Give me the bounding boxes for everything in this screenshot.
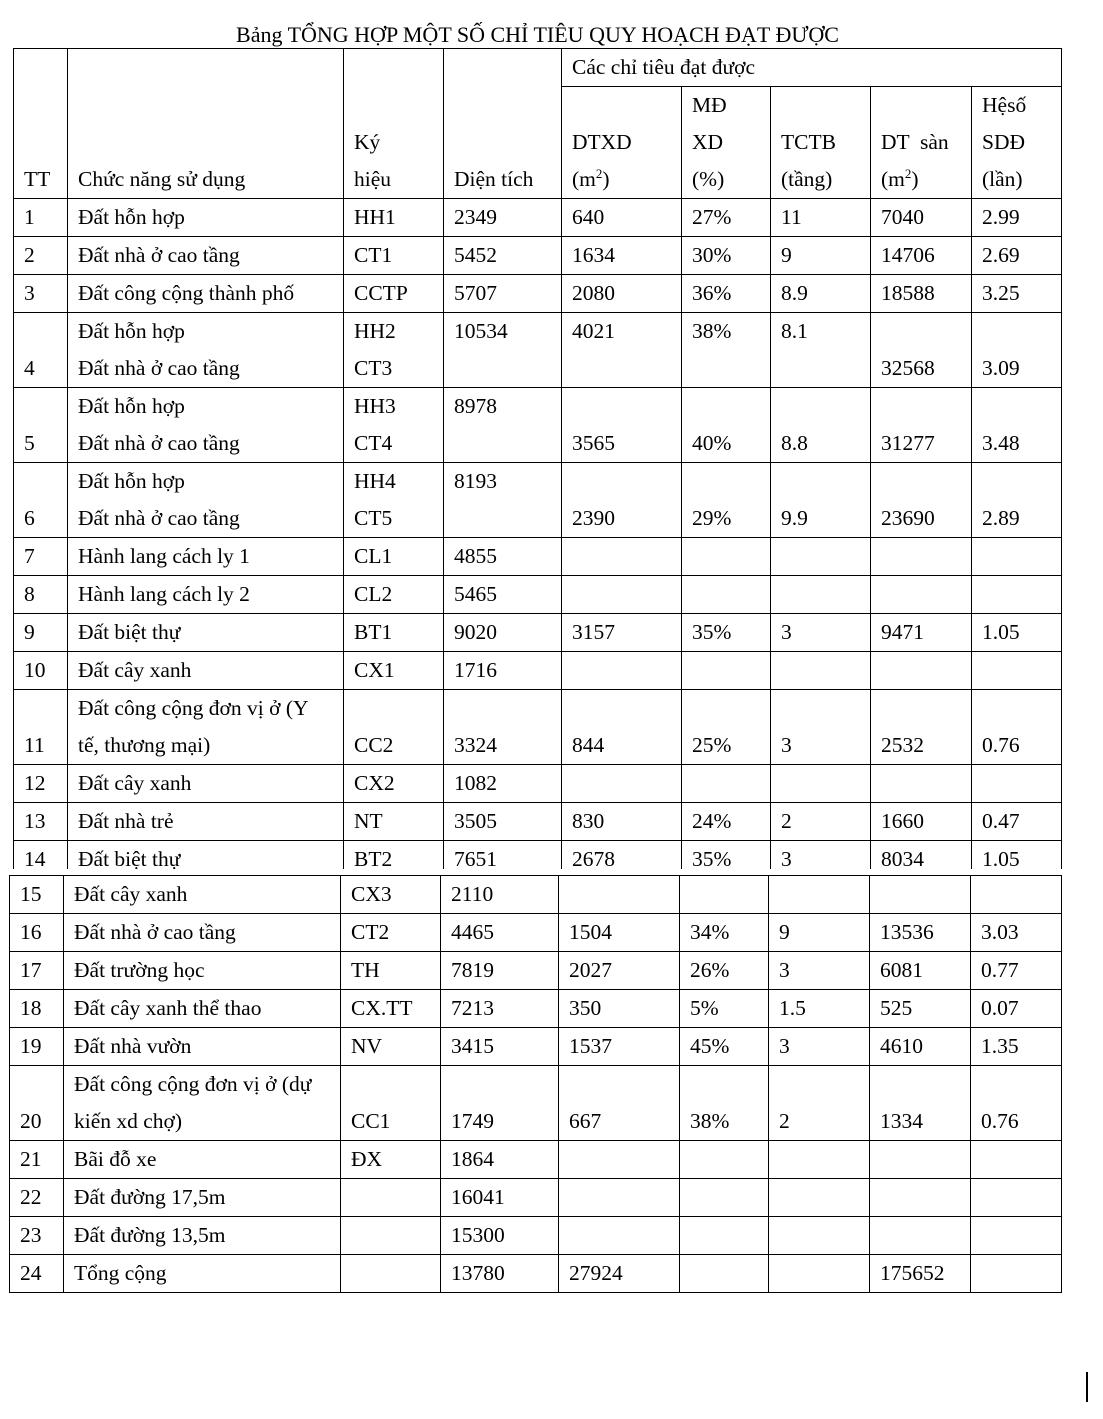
cell-dtxd: 844	[562, 690, 682, 765]
planning-indicators-table-lower	[9, 875, 1062, 1293]
table-row	[14, 803, 1062, 841]
cell-heso: 1.05	[972, 841, 1062, 870]
cell-md: 27%	[682, 199, 771, 237]
cell-tt: 15	[10, 876, 64, 914]
cell-md: 38%	[682, 313, 771, 388]
cell-tctb: 3	[771, 841, 871, 870]
cell-heso: 0.76	[971, 1066, 1062, 1141]
cell-heso: 2.69	[972, 237, 1062, 275]
table-row	[10, 1028, 1062, 1066]
cell-md: 35%	[682, 841, 771, 870]
cell-empty	[769, 876, 870, 914]
cell-area: 2110	[441, 876, 559, 914]
cell-dtsan: 175652	[870, 1255, 971, 1293]
cell-area: 1716	[444, 652, 562, 690]
cell-name: Đất cây xanh	[68, 765, 344, 803]
cell-empty	[771, 576, 871, 614]
cell-empty	[769, 1255, 870, 1293]
table-row	[10, 876, 1062, 914]
cell-code: BT2	[344, 841, 444, 870]
cell-code: HH3 CT4	[344, 388, 444, 463]
cell-code: CCTP	[344, 275, 444, 313]
cell-md: 45%	[680, 1028, 769, 1066]
header-md-line2: XD	[692, 130, 724, 154]
cell-tt: 21	[10, 1141, 64, 1179]
cell-dtsan: 525	[870, 990, 971, 1028]
cell-empty	[871, 576, 972, 614]
cell-code: CX2	[344, 765, 444, 803]
cell-area: 1749	[441, 1066, 559, 1141]
table-row	[10, 990, 1062, 1028]
cell-heso: 2.89	[972, 463, 1062, 538]
cell-empty	[341, 1179, 441, 1217]
cell-empty	[680, 1255, 769, 1293]
cell-name: Đất cây xanh	[68, 652, 344, 690]
cell-tt: 5	[14, 388, 68, 463]
cell-heso: 2.99	[972, 199, 1062, 237]
cell-name: Hành lang cách ly 1	[68, 538, 344, 576]
cell-md: 25%	[682, 690, 771, 765]
cell-heso: 0.77	[971, 952, 1062, 990]
cell-tt: 9	[14, 614, 68, 652]
header-tt: TT	[14, 49, 68, 199]
table-row	[14, 275, 1062, 313]
cell-code: BT1	[344, 614, 444, 652]
cell-empty	[682, 538, 771, 576]
cell-md: 26%	[680, 952, 769, 990]
header-chuc-nang: Chức năng sử dụng	[68, 49, 344, 199]
cell-name: Đất đường 17,5m	[64, 1179, 341, 1217]
cell-md: 36%	[682, 275, 771, 313]
table-row	[10, 1179, 1062, 1217]
cell-name: Đất biệt thự	[68, 614, 344, 652]
cell-area: 15300	[441, 1217, 559, 1255]
header-ky-hieu	[344, 49, 444, 199]
cell-heso: 3.09	[972, 313, 1062, 388]
cell-md: 35%	[682, 614, 771, 652]
header-dtxd-label: DTXD	[572, 130, 632, 154]
cell-area: 5465	[444, 576, 562, 614]
cell-empty	[971, 1255, 1062, 1293]
cell-empty	[341, 1255, 441, 1293]
cell-tt: 8	[14, 576, 68, 614]
cell-heso: 1.35	[971, 1028, 1062, 1066]
cell-area: 3415	[441, 1028, 559, 1066]
header-he-so	[972, 87, 1062, 199]
cell-name: Đất nhà vườn	[64, 1028, 341, 1066]
table-row	[14, 690, 1062, 765]
cell-tt: 7	[14, 538, 68, 576]
cell-tt: 10	[14, 652, 68, 690]
cell-dtsan: 32568	[871, 313, 972, 388]
cell-tt: 14	[14, 841, 68, 870]
cell-empty	[971, 1179, 1062, 1217]
cell-code: ĐX	[341, 1141, 441, 1179]
cell-empty	[682, 576, 771, 614]
cell-tt: 3	[14, 275, 68, 313]
table-row	[10, 1217, 1062, 1255]
table-title: Bảng TỔNG HỢP MỘT SỐ CHỈ TIÊU QUY HOẠCH ĐẠT ĐƯỢC	[236, 22, 839, 47]
cell-area: 13780	[441, 1255, 559, 1293]
table-row	[14, 463, 1062, 538]
cell-tt: 1	[14, 199, 68, 237]
cell-tctb: 9.9	[771, 463, 871, 538]
cell-code: HH2 CT3	[344, 313, 444, 388]
cell-name: Hành lang cách ly 2	[68, 576, 344, 614]
cell-empty	[971, 1141, 1062, 1179]
cell-heso: 1.05	[972, 614, 1062, 652]
header-tctb-unit: (tầng)	[781, 167, 833, 191]
cell-tctb: 3	[771, 614, 871, 652]
cell-dtsan: 14706	[871, 237, 972, 275]
cell-md: 5%	[680, 990, 769, 1028]
table-row	[14, 765, 1062, 803]
cell-code: CC1	[341, 1066, 441, 1141]
cell-empty	[559, 876, 680, 914]
cell-empty	[559, 1217, 680, 1255]
cell-empty	[972, 576, 1062, 614]
cell-dtxd: 3157	[562, 614, 682, 652]
cell-area: 7651	[444, 841, 562, 870]
cell-area: 10534	[444, 313, 562, 388]
cell-tctb: 8.1	[771, 313, 871, 388]
cell-name: Đất nhà ở cao tầng	[68, 237, 344, 275]
cell-tctb: 8.8	[771, 388, 871, 463]
cell-tt: 12	[14, 765, 68, 803]
header-tctb-label: TCTB	[781, 130, 836, 154]
cell-name: Bãi đỗ xe	[64, 1141, 341, 1179]
cell-dtsan: 1660	[871, 803, 972, 841]
header-tctb	[771, 87, 871, 199]
cell-empty	[971, 1217, 1062, 1255]
cell-empty	[559, 1141, 680, 1179]
cell-tt: 19	[10, 1028, 64, 1066]
cell-name: Đất công cộng thành phố	[68, 275, 344, 313]
table-row	[14, 576, 1062, 614]
cell-empty	[559, 1179, 680, 1217]
header-dtxd	[562, 87, 682, 199]
table-row	[14, 652, 1062, 690]
cell-area: 2349	[444, 199, 562, 237]
cell-name: Đất đường 13,5m	[64, 1217, 341, 1255]
cell-area: 16041	[441, 1179, 559, 1217]
text-cursor	[1086, 1372, 1088, 1402]
cell-dtxd: 3565	[562, 388, 682, 463]
cell-empty	[771, 652, 871, 690]
table-row	[10, 1141, 1062, 1179]
cell-tt: 4	[14, 313, 68, 388]
cell-heso: 0.07	[971, 990, 1062, 1028]
cell-empty	[769, 1179, 870, 1217]
cell-name: Tổng cộng	[64, 1255, 341, 1293]
cell-empty	[871, 538, 972, 576]
cell-md: 34%	[680, 914, 769, 952]
cell-dtxd: 2678	[562, 841, 682, 870]
cell-name: Đất hỗn hợp Đất nhà ở cao tầng	[68, 388, 344, 463]
cell-name: Đất cây xanh	[64, 876, 341, 914]
cell-tctb: 9	[771, 237, 871, 275]
cell-dtsan: 4610	[870, 1028, 971, 1066]
header-hieu: hiệu	[354, 167, 392, 191]
cell-dtxd: 4021	[562, 313, 682, 388]
cell-heso: 0.76	[972, 690, 1062, 765]
cell-area: 8978	[444, 388, 562, 463]
header-dtsan-label: DT sàn	[881, 130, 949, 154]
cell-empty	[972, 652, 1062, 690]
cell-empty	[562, 765, 682, 803]
cell-tt: 2	[14, 237, 68, 275]
cell-empty	[682, 652, 771, 690]
cell-tt: 23	[10, 1217, 64, 1255]
cell-name: Đất công cộng đơn vị ở (Y tế, thương mại)	[68, 690, 344, 765]
cell-area: 5707	[444, 275, 562, 313]
cell-code: CX.TT	[341, 990, 441, 1028]
planning-indicators-table-upper	[13, 48, 1062, 869]
cell-area: 8193	[444, 463, 562, 538]
cell-empty	[870, 1179, 971, 1217]
header-dtxd-unit: $(m^2)$	[572, 165, 610, 191]
cell-empty	[680, 1179, 769, 1217]
cell-area: 3505	[444, 803, 562, 841]
table-row	[14, 841, 1062, 870]
cell-name: Đất hỗn hợp	[68, 199, 344, 237]
cell-code: TH	[341, 952, 441, 990]
cell-md: 30%	[682, 237, 771, 275]
cell-empty	[562, 652, 682, 690]
cell-tt: 6	[14, 463, 68, 538]
cell-tctb: 3	[771, 690, 871, 765]
cell-empty	[871, 765, 972, 803]
cell-code: HH1	[344, 199, 444, 237]
cell-code: CX1	[344, 652, 444, 690]
cell-code: NV	[341, 1028, 441, 1066]
cell-name: Đất biệt thự	[68, 841, 344, 870]
cell-empty	[341, 1217, 441, 1255]
cell-dtsan: 13536	[870, 914, 971, 952]
cell-code: HH4 CT5	[344, 463, 444, 538]
cell-empty	[769, 1141, 870, 1179]
cell-empty	[871, 652, 972, 690]
cell-heso: 3.48	[972, 388, 1062, 463]
cell-area: 4855	[444, 538, 562, 576]
cell-tctb: 2	[769, 1066, 870, 1141]
table-row	[10, 914, 1062, 952]
cell-tt: 24	[10, 1255, 64, 1293]
cell-name: Đất nhà trẻ	[68, 803, 344, 841]
cell-tt: 13	[14, 803, 68, 841]
cell-dtxd: 1634	[562, 237, 682, 275]
cell-empty	[972, 538, 1062, 576]
cell-md: 24%	[682, 803, 771, 841]
cell-code: CL2	[344, 576, 444, 614]
cell-dtxd: 2080	[562, 275, 682, 313]
header-md-line1: MĐ	[692, 93, 727, 117]
cell-dtsan: 31277	[871, 388, 972, 463]
cell-empty	[870, 1217, 971, 1255]
table-row	[10, 952, 1062, 990]
cell-empty	[680, 1217, 769, 1255]
cell-dtsan: 1334	[870, 1066, 971, 1141]
header-md-line3: (%)	[692, 167, 725, 191]
table-row	[14, 313, 1062, 388]
cell-dtxd: 2390	[562, 463, 682, 538]
header-group: Các chỉ tiêu đạt được	[562, 49, 1062, 87]
cell-empty	[971, 876, 1062, 914]
cell-code: CT1	[344, 237, 444, 275]
cell-code: CL1	[344, 538, 444, 576]
cell-empty	[769, 1217, 870, 1255]
header-ky: Ký	[354, 130, 381, 154]
cell-dtsan: 7040	[871, 199, 972, 237]
cell-dtsan: 8034	[871, 841, 972, 870]
header-dtsan-unit: $(m^2)$	[881, 165, 919, 191]
cell-tctb: 1.5	[769, 990, 870, 1028]
cell-tctb: 11	[771, 199, 871, 237]
cell-dtxd: 667	[559, 1066, 680, 1141]
cell-code: CT2	[341, 914, 441, 952]
cell-tctb: 3	[769, 1028, 870, 1066]
cell-area: 1082	[444, 765, 562, 803]
cell-empty	[682, 765, 771, 803]
cell-empty	[562, 576, 682, 614]
cell-name: Đất hỗn hợp Đất nhà ở cao tầng	[68, 463, 344, 538]
cell-name: Đất hỗn hợp Đất nhà ở cao tầng	[68, 313, 344, 388]
cell-tt: 17	[10, 952, 64, 990]
cell-area: 7819	[441, 952, 559, 990]
cell-code: NT	[344, 803, 444, 841]
cell-tctb: 8.9	[771, 275, 871, 313]
table-row-total	[10, 1255, 1062, 1293]
cell-tt: 16	[10, 914, 64, 952]
cell-empty	[771, 765, 871, 803]
cell-dtsan: 9471	[871, 614, 972, 652]
cell-heso: 3.03	[971, 914, 1062, 952]
cell-dtxd: 2027	[559, 952, 680, 990]
cell-empty	[562, 538, 682, 576]
cell-empty	[870, 876, 971, 914]
cell-dtxd: 1537	[559, 1028, 680, 1066]
cell-dtxd: 830	[562, 803, 682, 841]
header-heso-line2: SDĐ	[982, 130, 1026, 154]
header-heso-line3: (lần)	[982, 167, 1023, 191]
cell-area: 3324	[444, 690, 562, 765]
cell-dtxd: 640	[562, 199, 682, 237]
cell-dtsan: 23690	[871, 463, 972, 538]
cell-empty	[771, 538, 871, 576]
cell-name: Đất công cộng đơn vị ở (dự kiến xd chợ)	[64, 1066, 341, 1141]
header-heso-line1: Hệsố	[982, 93, 1027, 117]
cell-md: 40%	[682, 388, 771, 463]
cell-heso: 0.47	[972, 803, 1062, 841]
cell-tt: 11	[14, 690, 68, 765]
cell-empty	[680, 876, 769, 914]
cell-dtxd: 1504	[559, 914, 680, 952]
cell-tctb: 3	[769, 952, 870, 990]
cell-md: 38%	[680, 1066, 769, 1141]
cell-tctb: 9	[769, 914, 870, 952]
cell-dtsan: 18588	[871, 275, 972, 313]
cell-tt: 20	[10, 1066, 64, 1141]
table-row	[14, 237, 1062, 275]
table-row	[14, 199, 1062, 237]
cell-code: CC2	[344, 690, 444, 765]
table-row	[14, 538, 1062, 576]
table-row	[14, 388, 1062, 463]
header-dt-san	[871, 87, 972, 199]
cell-tctb: 2	[771, 803, 871, 841]
header-md-xd	[682, 87, 771, 199]
cell-area: 1864	[441, 1141, 559, 1179]
cell-name: Đất trường học	[64, 952, 341, 990]
cell-dtxd: 350	[559, 990, 680, 1028]
header-dien-tich: Diện tích	[444, 49, 562, 199]
cell-name: Đất nhà ở cao tầng	[64, 914, 341, 952]
cell-tt: 18	[10, 990, 64, 1028]
cell-dtsan: 2532	[871, 690, 972, 765]
cell-area: 9020	[444, 614, 562, 652]
table-row	[14, 614, 1062, 652]
table-row	[10, 1066, 1062, 1141]
cell-tt: 22	[10, 1179, 64, 1217]
cell-empty	[680, 1141, 769, 1179]
cell-dtxd: 27924	[559, 1255, 680, 1293]
cell-heso: 3.25	[972, 275, 1062, 313]
cell-area: 4465	[441, 914, 559, 952]
cell-empty	[870, 1141, 971, 1179]
cell-empty	[972, 765, 1062, 803]
cell-code: CX3	[341, 876, 441, 914]
cell-md: 29%	[682, 463, 771, 538]
cell-area: 7213	[441, 990, 559, 1028]
cell-dtsan: 6081	[870, 952, 971, 990]
cell-name: Đất cây xanh thể thao	[64, 990, 341, 1028]
cell-area: 5452	[444, 237, 562, 275]
